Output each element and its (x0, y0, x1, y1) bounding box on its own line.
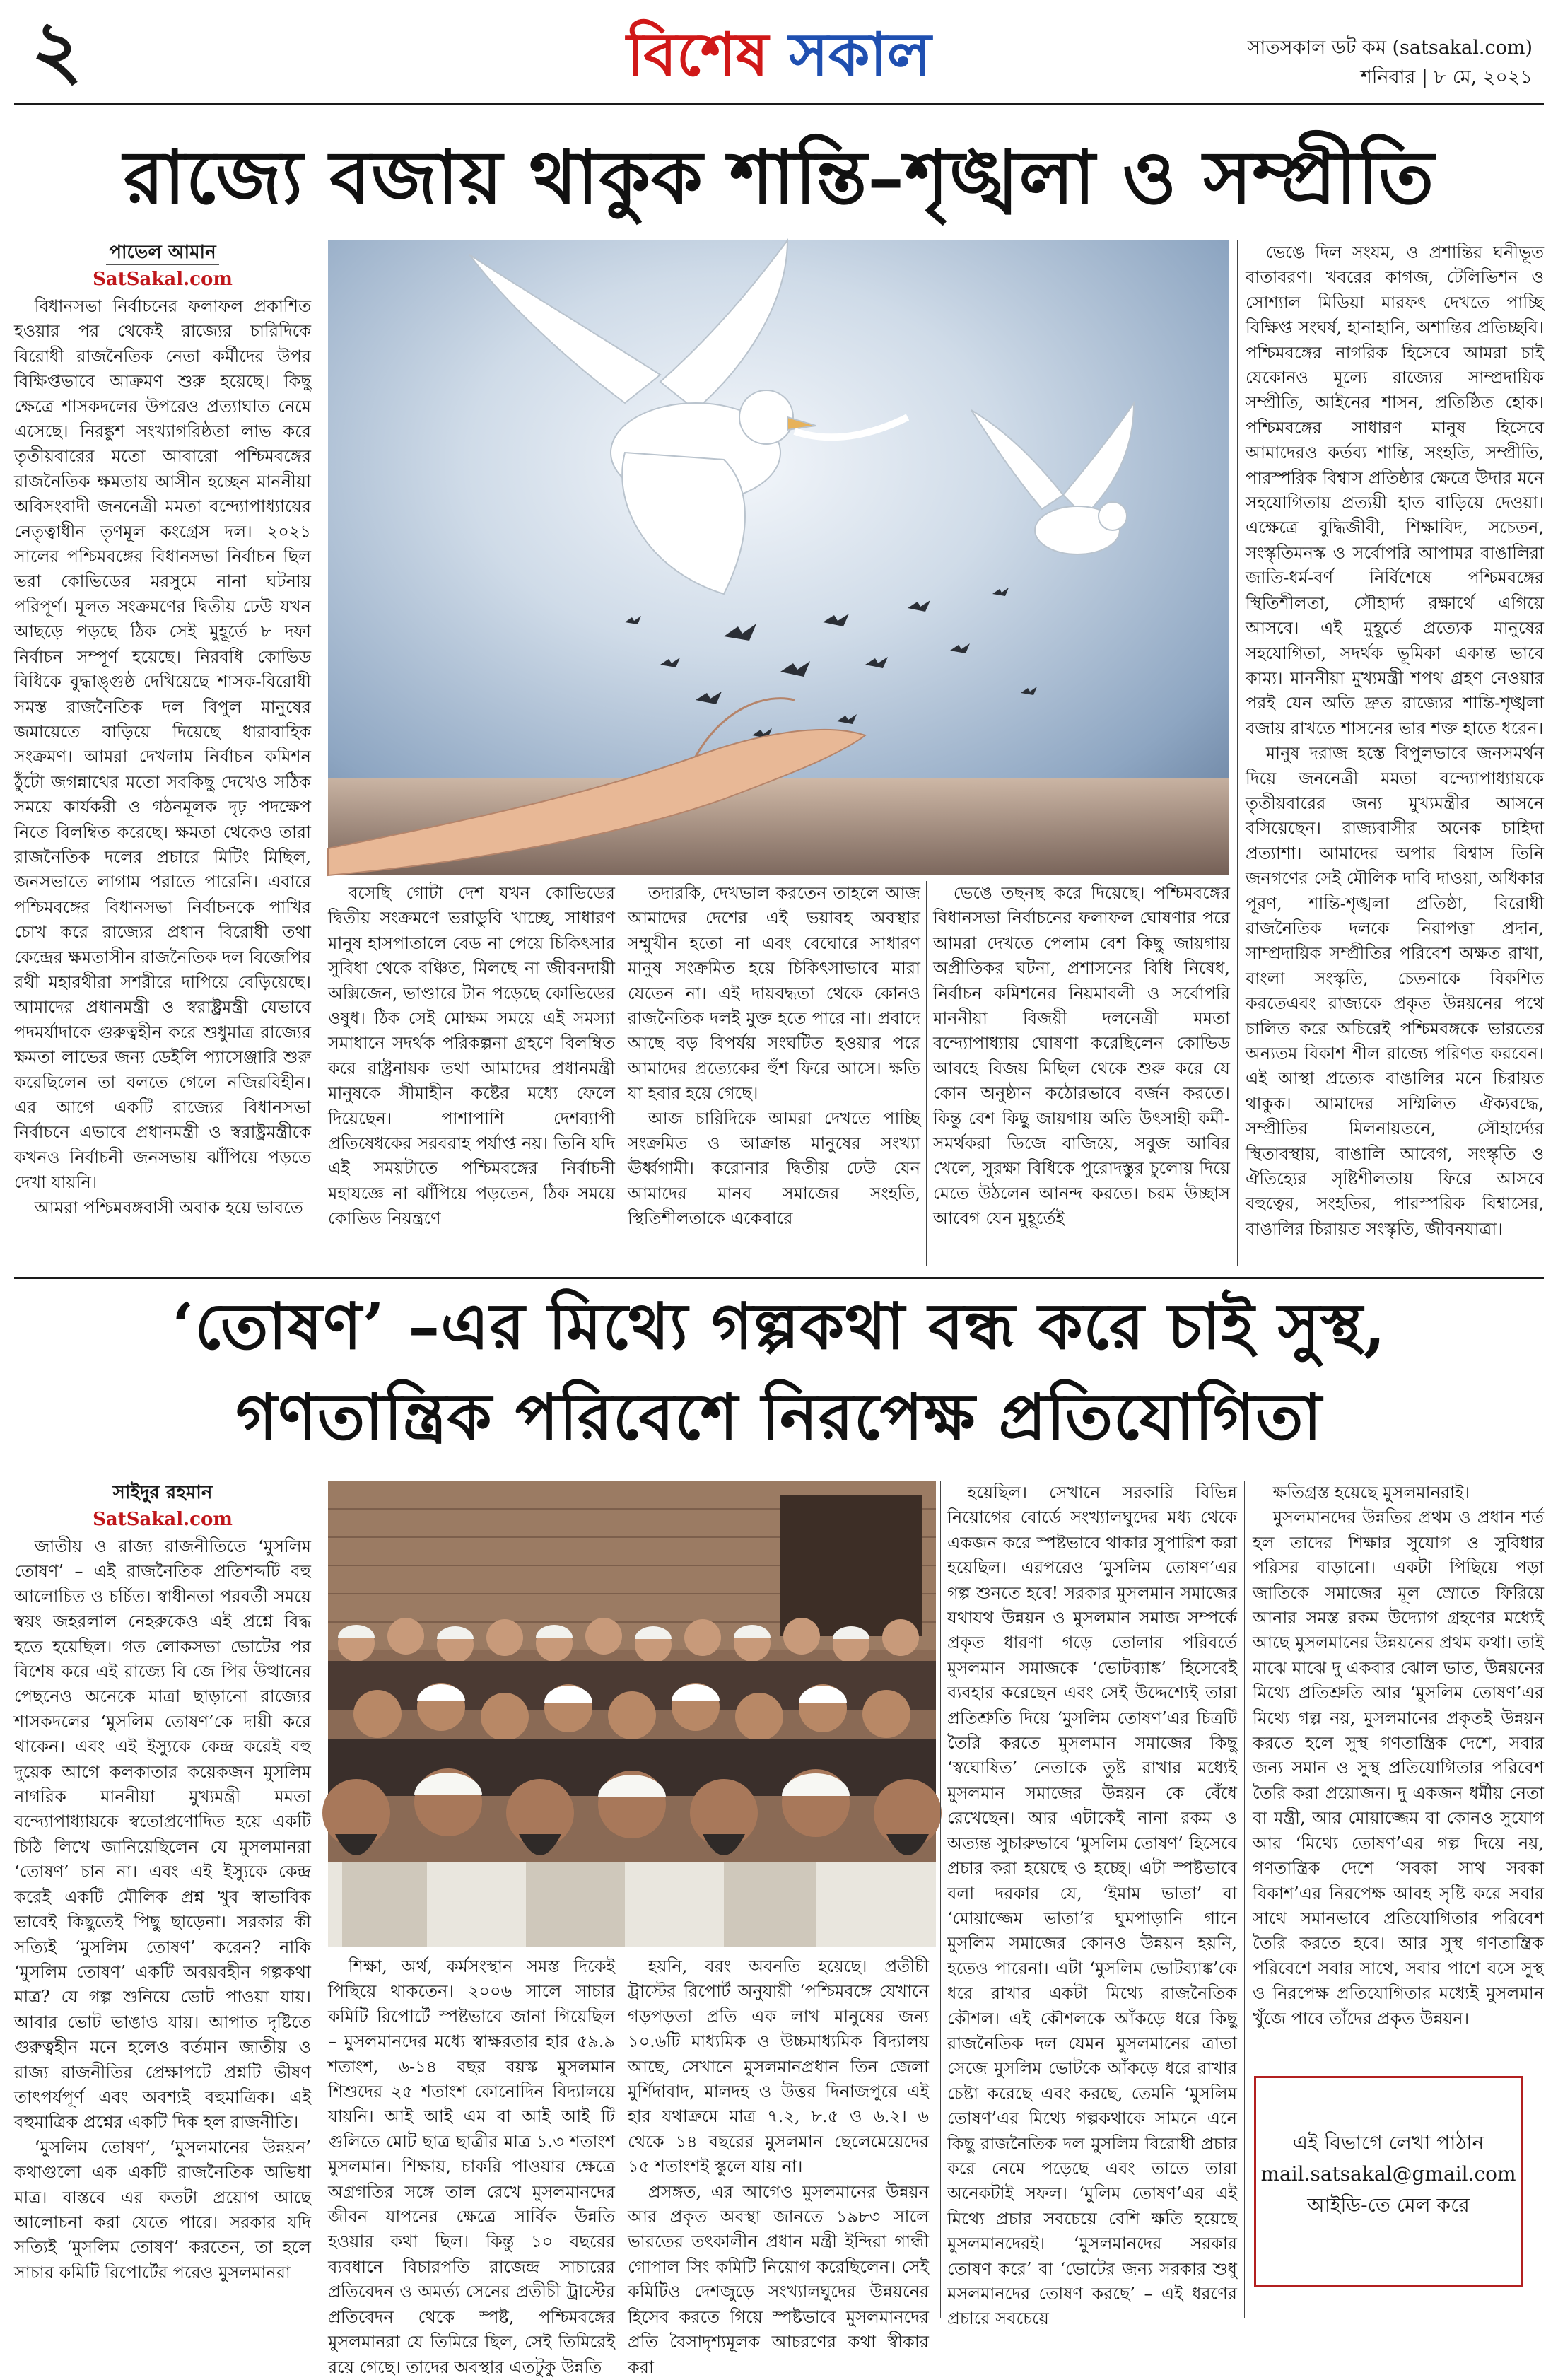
crowd-photo (328, 1481, 936, 1947)
article2-column-5 (1253, 1481, 1544, 2067)
article1-headline: রাজ্যে বজায় থাকুক শান্তি–শৃঙ্খলা ও সম্প্রীতি (123, 134, 1435, 221)
article1-author: পাভেল আমান (109, 242, 216, 263)
article2-paragraph: হয়নি, বরং অবনতি হয়েছে। প্রতীচী ট্রাস্টের রিপোর্ট অনুযায়ী ‘পশ্চিমবঙ্গে যেখানে গড়পড়তা প্রতি এক লাখ মানুষের জন্য ১০.৬টি মাধ্যমিক ও উচ্চমাধ্যমিক বিদ্যালয় আছে, সেখানে মুসলমানপ্রধান তিন জেলা মুর্শিদাবাদ, মালদহ ও উত্তর দিনাজপুরে এই হার যথাক্রমে মাত্র ৭.২, ৮.৫ ও ৬.২। ৬ থেকে ১৪ বছরের মুসলমান ছেলেমেয়েদের ১৫ শতাংশই স্কুলে যায় না। (628, 1956, 929, 2177)
article1-paragraph: ভেঙে দিল সংযম, ও প্রশান্তির ঘনীভূত বাতাবরণ। খবরের কাগজ, টেলিভিশন ও সোশ্যাল মিডিয়া মারফৎ দেখতে পাচ্ছি বিক্ষিপ্ত সংঘর্ষ, হানাহানি, অশান্তির প্রতিচ্ছবি। পশ্চিমবঙ্গের নাগরিক হিসেবে আমরা চাই যেকোনও মূল্যে রাজ্যের সাম্প্রদায়িক সম্প্রীতি, আইনের শাসন, প্রতিষ্ঠিত হোক। পশ্চিমবঙ্গের সাধারণ মানুষ হিসেবে আমাদেরও কর্তব্য শান্তি, সংহতি, সম্প্রীতি, পারস্পরিক বিশ্বাস প্রতিষ্ঠার ক্ষেত্রে উদার মনে সহযোগিতায় প্রত্যয়ী হাত বাড়িয়ে দেওয়া। এক্ষেত্রে বুদ্ধিজীবী, শিক্ষাবিদ, সচেতন, সংস্কৃতিমনস্ক ও সর্বোপরি আপামর বাঙালিরা জাতি-ধর্ম-বর্ণ নির্বিশেষে পশ্চিমবঙ্গের স্থিতিশীলতা, সৌহার্দ্য রক্ষার্থে এগিয়ে আসবে। এই মুহূর্তে প্রত্যেক মানুষের সহযোগিতা, সদর্থক ভূমিকা একান্ত ভাবে কাম্য। মাননীয়া মুখ্যমন্ত্রী শপথ গ্রহণ নেওয়ার পরই যেন অতি দ্রুত রাজ্যের শান্তি-শৃঙ্খলা বজায় রাখতে শাসনের ভার শক্ত হাতে ধরেন। (1246, 243, 1544, 738)
site-name: সাতসকাল ডট কম (satsakal.com) (1247, 37, 1533, 59)
article-divider (14, 1277, 1544, 1279)
contact-email[interactable]: mail.satsakal@gmail.com (1260, 2162, 1516, 2186)
column-divider (1244, 1481, 1245, 2318)
peace-doves-illustration (328, 240, 1229, 875)
section-title-word1: বিশেষ (626, 19, 769, 89)
article2-paragraph: ‘মুসলিম তোষণ’, ‘মুসলমানের উন্নয়ন’ কথাগুলো এক একটি রাজনৈতিক অভিধা মাত্র। বাস্তবে এর কতটা প্রয়োগ আছে আলোচনা করা যেতে পারে। সরকার যদি সত্যিই ‘মুসলিম তোষণ’ করতেন, তা হলে সাচার কমিটি রিপোর্টের পরেও মুসলমানরা (14, 2137, 311, 2282)
article2-headline-line2: গণতান্ত্রিক পরিবেশে নিরপেক্ষ প্রতিযোগিতা (235, 1379, 1323, 1454)
issue-date: শনিবার | ৮ মে, ২০২১ (1360, 66, 1533, 88)
article2-paragraph: প্রসঙ্গত, এর আগেও মুসলমানের উন্নয়ন আর প্রকৃত অবস্থা জানতে ১৯৮৩ সালে ভারতের তৎকালীন প্রধান মন্ত্রী ইন্দিরা গান্ধী গোপাল সিং কমিটি নিয়োগ করেছিলেন। সেই কমিটিও দেশজুড়ে সংখ্যালঘুদের উন্নয়নের হিসেব করতে গিয়ে স্পষ্টভাবে মুসলমানদের প্রতি বৈসাদৃশ্যমূলক আচরণের কথা স্বীকার করা (628, 2181, 929, 2377)
article1-paragraph: বসেছি গোটা দেশ যখন কোভিডের দ্বিতীয় সংক্রমণে ভরাডুবি খাচ্ছে, সাধারণ মানুষ হাসপাতালে বেড না পেয়ে চিকিৎসার সুবিধা থেকে বঞ্চিত, মিলছে না জীবনদায়ী অক্সিজেন, ভাণ্ডারে টান পড়েছে কোভিডের ওষুধ। ঠিক সেই মোক্ষম সময়ে এই সমস্যা সমাধানে সদর্থক পরিকল্পনা গ্রহণে বিলম্বিত করে রাষ্ট্রনায়ক তথা আমাদের প্রধানমন্ত্রী মানুষকে সীমাহীন কষ্টের মধ্যে ফেলে দিয়েছেন। পাশাপাশি দেশব্যাপী প্রতিষেধকের সরবরাহ পর্যাপ্ত নয়। তিনি যদি এই সময়টাতে পশ্চিমবঙ্গের নির্বাচনী মহাযজ্ঞে না ঝাঁপিয়ে পড়তেন, ঠিক সময়ে কোভিড নিয়ন্ত্রণে (328, 883, 615, 1229)
contact-line-3: আইডি-তে মেল করে (1307, 2193, 1470, 2217)
column-divider (1237, 240, 1238, 1266)
article2-column-4 (947, 1481, 1237, 2329)
article2-author: সাইদুর রহমান (112, 1482, 213, 1503)
article2-paragraph: ক্ষতিগ্রস্ত হয়েছে মুসলমানরাই। (1272, 1483, 1470, 1503)
page-number: ২ (31, 3, 83, 95)
article1-site: SatSakal.com (93, 269, 233, 290)
peace-doves-photo (328, 240, 1229, 875)
article2-column-1 (14, 1534, 311, 2318)
byline-rule (106, 264, 219, 265)
crowd-illustration (328, 1481, 936, 1947)
article2-paragraph: মুসলমানদের উন্নতির প্রথম ও প্রধান শর্ত হল তাদের শিক্ষার সুযোগ ও সুবিধার পরিসর বাড়ানো। একটা পিছিয়ে পড়া জাতিকে সমাজের মূল স্রোতে ফিরিয়ে আনার সমস্ত রকম উদ্যোগ গ্রহণের মধ্যেই আছে মুসলমানের উন্নয়নের প্রথম কথা। তাই মাঝে মাঝে দু একবার ঝোল ভাত, উন্নয়নের মিথ্যে প্রতিশ্রুতি আর ‘মুসলিম তোষণ’এর মিথ্যে গল্প নয়, মুসলমানের প্রকৃতই উন্নয়ন করতে হলে সুস্থ গণতান্ত্রিক দেশে, সবার জন্য সমান ও সুস্থ প্রতিযোগিতার পরিবেশ তৈরি করা প্রয়োজন। দু একজন ধর্মীয় নেতা বা মন্ত্রী, আর মোয়াজ্জেম বা কোনও সুযোগ আর ‘মিথ্যে তোষণ’এর গল্প দিয়ে নয়, গণতান্ত্রিক দেশে ‘সবকা সাথ সবকা বিকাশ’এর নিরপেক্ষ আবহ সৃষ্টি করে সবার সাথে সমানভাবে প্রতিযোগিতার পরিবেশ তৈরি করতে হবে। আর সুস্থ গণতান্ত্রিক পরিবেশে সবার সাথে, সবার পাশে বসে সুস্থ ও নিরপেক্ষ প্রতিযোগিতার মধ্যেই মুসলমান খুঁজে পাবে তাঁদের প্রকৃত উন্নয়ন। (1253, 1507, 1544, 2029)
article2-column-2 (328, 1954, 615, 2377)
article2-column-3 (628, 1954, 929, 2377)
article2-site: SatSakal.com (93, 1509, 233, 1530)
article1-paragraph: আমরা পশ্চিমবঙ্গবাসী অবাক হয়ে ভাবতে (34, 1197, 303, 1218)
article1-paragraph: তদারকি, দেখভাল করতেন তাহলে আজ আমাদের দেশের এই ভয়াবহ অবস্থার সম্মুখীন হতো না এবং বেঘোরে সাধারণ মানুষ সংক্রমিত হয়ে চিকিৎসাভাবে মারা যেতেন না। এই দায়বদ্ধতা থেকে কোনও রাজনৈতিক দলই মুক্ত হতে পারে না। প্রবাদে আছে বড় বিপর্যয় সংঘটিত হওয়ার পরে আমাদের প্রত্যেকের হুঁশ ফিরে আসে। ক্ষতি যা হবার হয়ে গেছে। (628, 883, 920, 1104)
article1-paragraph: ভেঙে তছনছ করে দিয়েছে। পশ্চিমবঙ্গের বিধানসভা নির্বাচনের ফলাফল ঘোষণার পরে আমরা দেখতে পেলাম বেশ কিছু জায়গায় অপ্রীতিকর ঘটনা, প্রশাসনের বিধি নিষেধ, নির্বাচন কমিশনের নিয়মাবলী ও সর্বোপরি মাননীয়া বিজয়ী দলনেত্রী মমতা বন্দ্যোপাধ্যায় ঘোষণা করেছিলেন কোভিড আবহে বিজয় মিছিল থেকে শুরু করে যে কোন অনুষ্ঠান কঠোরভাবে বর্জন করতে। কিন্তু বেশ কিছু জায়গায় অতি উৎসাহী কর্মী-সমর্থকরা ডিজে বাজিয়ে, সবুজ আবির খেলে, সুরক্ষা বিধিকে পুরোদস্তুর চুলোয় দিয়ে মেতে উঠলেন আনন্দ করতে। চরম উচ্ছাস আবেগ যেন মুহূর্তেই (933, 883, 1230, 1229)
column-divider (940, 1481, 941, 2318)
article1-column-1 (14, 294, 311, 1266)
article1-paragraph: বিধানসভা নির্বাচনের ফলাফল প্রকাশিত হওয়ার পর থেকেই রাজ্যের চারিদিকে বিরোধী রাজনৈতিক নেতা কর্মীদের উপর বিক্ষিপ্তভাবে আক্রমণ শুরু হয়েছে। কিছু ক্ষেত্রে শাসকদলের উপরেও প্রত্যাঘাত নেমে এসেছে। নিরঙ্কুশ সংখ্যাগরিষ্ঠতা লাভ করে তৃতীয়বারের মতো আবারো পশ্চিমবঙ্গের রাজনৈতিক ক্ষমতায় আসীন হচ্ছেন মাননীয়া অবিসংবাদী জননেত্রী মমতা বন্দ্যোপাধ্যায়ের নেতৃত্বাধীন তৃণমূল কংগ্রেস দল। ২০২১ সালের পশ্চিমবঙ্গের বিধানসভা নির্বাচন ছিল ভরা কোভিডের মরসুমে নানা ঘটনায় পরিপূর্ণ। মূলত সংক্রমণের দ্বিতীয় ঢেউ যখন আছড়ে পড়ছে ঠিক সেই মুহূর্তে ৮ দফা নির্বাচন সম্পূর্ণ হয়েছে। নিরবধি কোভিড বিধিকে বুদ্ধাঙ্গুষ্ঠ দেখিয়েছে শাসক-বিরোধী সমস্ত রাজনৈতিক দল বিপুল মানুষের জমায়েতে বাড়িয়ে দিয়েছে ধারাবাহিক সংক্রমণ। আমরা দেখলাম নির্বাচন কমিশন ঠুঁটো জগন্নাথের মতো সবকিছু দেখেও সঠিক সময়ে কার্যকরী ও গঠনমূলক দৃঢ় পদক্ষেপ নিতে বিলম্বিত করেছে। ক্ষমতা থেকেও তারা রাজনৈতিক দলের প্রচারে মিটিং মিছিল, জনসভাতে লাগাম পরাতে পারেনি। এবারে পশ্চিমবঙ্গের বিধানসভা নির্বাচনকে পাখির চোখ করে রাজ্যের প্রধান বিরোধী তথা কেন্দ্রের ক্ষমতাসীন রাজনৈতিক দল বিজেপির রথী মহারথীরা সশরীরে দাপিয়ে বেড়িয়েছে। আমাদের প্রধানমন্ত্রী ও স্বরাষ্ট্রমন্ত্রী যেভাবে পদমর্যাদাকে গুরুত্বহীন করে শুধুমাত্র রাজ্যের ক্ষমতা লাভের জন্য ডেইলি প্যাসেঞ্জারি শুরু করেছিলেন তা বলতে গেলে নজিরবিহীন। এর আগে একটি রাজ্যের বিধানসভা নির্বাচনে এভাবে প্রধানমন্ত্রী ও স্বরাষ্ট্রমন্ত্রীকে কখনও নির্বাচনী জনসভায় ঝাঁপিয়ে পড়তে দেখা যায়নি। (14, 296, 311, 1193)
article2-paragraph: জাতীয় ও রাজ্য রাজনীতিতে ‘মুসলিম তোষণ’ – এই রাজনৈতিক প্রতিশব্দটি বহু আলোচিত ও চর্চিত। স্বাধীনতা পরবর্তী সময়ে স্বয়ং জহরলাল নেহরুকেও এই প্রশ্নে বিদ্ধ হতে হয়েছিল। গত লোকসভা ভোটের পর বিশেষ করে এই রাজ্যে বি জে পির উত্থানের পেছনেও অনেকে মাত্রা ছাড়ানো রাজ্যের শাসকদলের ‘মুসলিম তোষণ’কে দায়ী করে থাকেন। এবং এই ইস্যুকে কেন্দ্র করেই বহু দুয়েক আগে কলকাতার কয়েকজন মুসলিম নাগরিক মাননীয়া মুখ্যমন্ত্রী মমতা বন্দ্যোপাধ্যায়কে স্বতোপ্রণোদিত হয়ে একটি চিঠি লিখে জানিয়েছিলেন যে মুসলমানরা ‘তোষণ’ চান না। এবং এই ইস্যুকে কেন্দ্র করেই একটি মৌলিক প্রশ্ন খুব স্বাভাবিক ভাবেই কিছুতেই পিছু ছাড়েনা। সরকার কী সত্যিই ‘মুসলিম তোষণ’ করেন? নাকি ‘মুসলিম তোষণ’ একটি অবয়বহীন গল্পকথা মাত্র? যে গল্প শুনিয়ে ভোট পাওয়া যায়। আবার ভোট ভাঙাও যায়। আপাত দৃষ্টিতে গুরুত্বহীন মনে হলেও বর্তমান জাতীয় ও রাজ্য রাজনীতির প্রেক্ষাপটে প্রশ্নটি ভীষণ তাৎপর্যপূর্ণ এবং অবশ্যই বহুমাত্রিক। এই বহুমাত্রিক প্রশ্নের একটি দিক হল রাজনীতি। (14, 1536, 311, 2133)
article1-column-2 (328, 881, 615, 1266)
section-title-word2: সকাল (789, 19, 932, 89)
article2-paragraph: শিক্ষা, অর্থ, কর্মসংস্থান সমস্ত দিকেই পিছিয়ে থাকতেন। ২০০৬ সালে সাচার কমিটি রিপোর্টে স্পষ্টভাবে জানা গিয়েছিল – মুসলমানদের মধ্যে স্বাক্ষরতার হার ৫৯.৯ শতাংশ, ৬-১৪ বছর বয়স্ক মুসলমান শিশুদের ২৫ শতাংশ কোনোদিন বিদ্যালয়ে যায়নি। আই আই এম বা আই আই টি গুলিতে মোট ছাত্র ছাত্রীর মাত্র ১.৩ শতাংশ মুসলমান। শিক্ষায়, চাকরি পাওয়ার ক্ষেত্রে অগ্রগতির সঙ্গে তাল রেখে মুসলমানদের জীবন যাপনের ক্ষেত্রে সার্বিক উন্নতি হওয়ার কথা ছিল। কিন্তু ১০ বছরের ব্যবধানে বিচারপতি রাজেন্দ্র সাচারের প্রতিবেদন ও অমর্ত্য সেনের প্রতীচী ট্রাস্টের প্রতিবেদন থেকে স্পষ্ট, পশ্চিমবঙ্গের মুসলমানরা যে তিমিরে ছিল, সেই তিমিরেই রয়ে গেছে। তাদের অবস্থার এতটুকু উন্নতি (328, 1956, 615, 2377)
article1-column-4 (933, 881, 1230, 1266)
masthead-divider (14, 103, 1544, 105)
article1-paragraph: মানুষ দরাজ হস্তে বিপুলভাবে জনসমর্থন দিয়ে জননেত্রী মমতা বন্দ্যোপাধ্যায়কে তৃতীয়বারের জন্য মুখ্যমন্ত্রীর আসনে বসিয়েছেন। রাজ্যবাসীর অনেক চাহিদা প্রত্যাশা। আমাদের অপার বিশ্বাস তিনি জনগণের সেই মৌলিক দাবি দাওয়া, অধিকার পূরণ, শান্তি-শৃঙ্খলা প্রতিষ্ঠা, বিরোধী রাজনৈতিক দলকে নিরাপত্তা প্রদান, সাম্প্রদায়িক সম্প্রীতির পরিবেশ অক্ষত রাখা, বাংলা সংস্কৃতি, চেতনাকে বিকশিত করতেএবং রাজ্যকে প্রকৃত উন্নয়নের পথে চালিত করে অচিরেই পশ্চিমবঙ্গকে ভারতের অন্যতম বিকাশ শীল রাজ্যে পরিণত করবেন। এই আস্থা প্রত্যেক বাঙালির মনে চিরায়ত থাকুক। আমাদের সম্মিলিত ঐক্যবদ্ধে, সম্প্রীতির মিলনায়তনে, সৌহার্দ্যের স্থিতাবস্থায়, বাঙালি আবেগ, সংস্কৃতি ও ঐতিহ্যের সৃষ্টিশীলতায় ফিরে আসবে বহুত্বের, সংহতির, পারস্পরিক বিশ্বাসের, বাঙালির চিরায়ত সংস্কৃতি, জীবনযাত্রা। (1246, 743, 1544, 1239)
article2-headline-line1: ‘তোষণ’ –এর মিথ্যে গল্পকথা বন্ধ করে চাই সুস্থ, (172, 1289, 1386, 1364)
contact-line-1: এই বিভাগে লেখা পাঠান (1292, 2131, 1484, 2154)
article1-column-3 (628, 881, 920, 1266)
article1-paragraph: আজ চারিদিকে আমরা দেখতে পাচ্ছি সংক্রমিত ও আক্রান্ত মানুষের সংখ্যা ঊর্ধ্বগামী। করোনার দ্বিতীয় ঢেউ যেন আমাদের মানব সমাজের সংহতি, স্থিতিশীলতাকে একেবারে (628, 1108, 920, 1229)
article1-column-5 (1246, 240, 1544, 1266)
article2-paragraph: হয়েছিল। সেখানে সরকারি বিভিন্ন নিয়োগের বোর্ডে সংখ্যালঘুদের মধ্য থেকে একজন করে স্পষ্টভাবে থাকার সুপারিশ করা হয়েছিল। এরপরেও ‘মুসলিম তোষণ’এর গল্প শুনতে হবে! সরকার মুসলমান সমাজের যথাযথ উন্নয়ন ও মুসলমান সমাজ সম্পর্কে প্রকৃত ধারণা গড়ে তোলার পরিবর্তে মুসলমান সমাজকে ‘ভোটব্যাঙ্ক’ হিসেবেই ব্যবহার করেছেন এবং সেই উদ্দেশ্যেই তারা প্রতিশ্রুতি দিয়ে ‘মুসলিম তোষণ’এর চিত্রটি তৈরি করতে মুসলমান সমাজের কিছু ‘স্বঘোষিত’ নেতাকে তুষ্ট রাখার মধ্যেই মুসলমান সমাজের উন্নয়ন কে বেঁধে রেখেছেন। আর এটাকেই নানা রকম ও অত্যন্ত সুচারুভাবে ‘মুসলিম তোষণ’ হিসেবে প্রচার করা হয়েছে ও হচ্ছে। এটা স্পষ্টভাবে বলা দরকার যে, ‘ইমাম ভাতা’ বা ‘মোয়াজ্জেম ভাতা’র ঘুমপাড়ানি গানে মুসলিম সমাজের কোনও উন্নয়ন হয়নি, হতেও পারেনা। এটা ‘মুসলিম ভোটব্যাঙ্ক’কে ধরে রাখার একটা মিথ্যে রাজনৈতিক কৌশল। এই কৌশলকে আঁকড়ে ধরে কিছু রাজনৈতিক দল যেমন মুসলমানের ত্রাতা সেজে মুসলিম ভোটকে আঁকড়ে ধরে রাখার চেষ্টা করেছে এবং করছে, তেমনি ‘মুসলিম তোষণ’এর মিথ্যে গল্পকথাকে সামনে এনে কিছু রাজনৈতিক দল মুসলিম বিরোধী প্রচার করে নেমে পড়েছে এবং তাতে তারা অনেকটাই সফল। ‘মুলিম তোষণ’এর এই মিথ্যে প্রচার সবচেয়ে বেশি ক্ষতি হয়েছে মুসলমানদেরই। ‘মুসলমানদের সরকার তোষণ করে’ বা ‘ভোটের জন্য সরকার শুধু মসলমানদের তোষণ করছে’ – এই ধরণের প্রচারে সবচেয়ে (947, 1483, 1237, 2329)
column-divider (926, 881, 927, 1266)
submission-contact-box (1254, 2076, 1523, 2287)
